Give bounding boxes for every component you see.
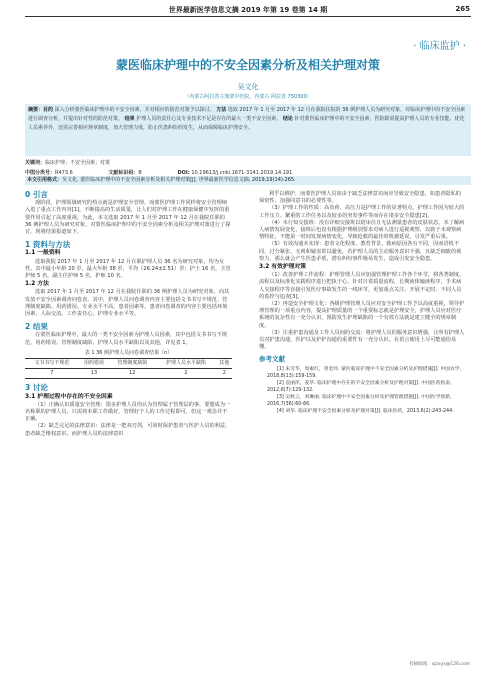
paragraph: 选取 2017 年 1 月至 2017 年 12 月在我院任职的 36 例护理人员为研究对象，向其发放不安全因素调查问卷表，其中，护理人员问卷调查内容主要包括文书书写不规范、管理制度缺陷、用药错误、专业水平不高、患者因素等。患者问卷调查的内容主要包括环境因素、人际交流、工作责任心、护理专业水平等。: [25, 289, 230, 318]
clc-field: 中图分类号：R473.6: [25, 170, 73, 176]
table-row: [25, 369, 232, 379]
result-label: 结果: [124, 116, 135, 122]
paragraph: 利乎以维护，而蒙医护理人员如由于缺乏法律意识而应导致安全隐患，如患者隐私的保密性、加强同意书的必要性等。: [259, 191, 461, 205]
conclusion-label: 结论: [282, 116, 293, 122]
reference-item: [1] 朱雪华，周素红，曾金玲. 蒙医临床护理中不安全因素分析及护理措施[J]. 中国农学，2018,8(13):159-159.: [267, 366, 465, 379]
left-column: [25, 191, 232, 438]
keywords-label: 关键词：: [25, 160, 46, 166]
table-cell: 13: [90, 370, 98, 377]
table-cell: 7: [50, 370, 54, 377]
citation-line: [25, 176, 471, 185]
paragraph: （2）再造安全护理文化：各级护理管理人员应对安全护理工作予以高度重视，领导护理管理的一项重点内容，提高护理质量的一个重要标志就是护理安全，护理人员应对医疗系统的复杂性有一充分认识，预防发生护理缺陷的一个有效方法就是建立健全的规章制度。: [259, 301, 465, 329]
paragraph: （2）缺乏完足的法律意识：法律是一把双刃剑，可同时保护患者与医护人员的利益，患者缺乏维权意识，而护理人员的法律意识: [25, 423, 231, 437]
results-table: [25, 358, 232, 379]
paragraph: 现阶段，护理领域研究的热点就是护理安全管理，而蒙医护理工作同样将安全管理纳入进了重点工作内容[1]。不断提高的生活质量，让人们对护理工作在健康保健中发挥的重要作用引起了高度重视。为此，本文选取 2017 年 1 月至 2017 年 12 月在我院任职的 36 例护理人员为研究对象，对蒙医临床护理中的不安全因素分析及相关护理对策进行了探讨，现将结果报道如下。: [25, 200, 231, 236]
table-header-cell: 文书书写不规范: [34, 360, 70, 367]
page-number: 265: [455, 5, 470, 13]
keywords-text: 临床护理；不安全因素；对策: [45, 160, 111, 166]
conclusion-text: 针对蒙医临床护理中的不安全因素，医院除需提高护理人员的专业技能、优化人员素养外，还需完善相应规章制度，加大管理力度，防止医患纠纷的发生，从而保障临床护理安全。: [28, 116, 465, 131]
article-affiliation: （内蒙古阿拉善左旗蒙中医院，内蒙古 阿拉善 750300）: [184, 94, 312, 100]
keywords-line: [25, 159, 110, 166]
section-2-heading: 2 结果: [25, 322, 48, 332]
table-title: 表 1 36 例护理人员问卷调查结果（n）: [84, 349, 173, 356]
paragraph: 选取我院 2017 年 1 月至 2017 年 12 月在职护理人员 36 名为研究对象，均为女性。其中最小年龄 20 岁，最大年龄 38 岁，平均（26.24±2.51）岁；护士 16 名，主管护师 5 名，副主任护师 5 名，护师 10 名。: [25, 258, 231, 280]
subsection-1-2-heading: 1.2 方法: [25, 281, 49, 288]
section-tag: · 临床监护 ·: [413, 41, 466, 52]
header-rule: [25, 16, 471, 17]
paragraph: （1）正确认识质量安全管理：很多护理人员均认为管理属于管理层的事，要想成为一名称职的护理人员，只需将本职工作做好，管理好个人的工作过程即可，但这一观念并不正确。: [25, 401, 231, 423]
section-0-heading: 0 引言: [25, 190, 48, 199]
journal-header: 世界最新医学信息文摘 2019 年第 19 卷第 14 期: [168, 6, 328, 14]
doi-field[interactable]: DOI: 10.19613/j.cnki.1671-3141.2019.14.191: [177, 170, 293, 176]
citation-label: 本文引用格式：: [27, 177, 63, 183]
abstract-label: 摘要：: [28, 107, 44, 113]
doc-field: 文献标识码：B: [108, 170, 142, 176]
section-1-heading: 1 资料与方法: [25, 240, 71, 250]
table-header-cell: 护理人员水平缺陷: [165, 360, 206, 367]
table-cell: 12: [129, 370, 136, 377]
objective-label: 目的: [43, 107, 54, 113]
paragraph: （1）改善护理工作流程：护理管理人员应加强管理护理工作各个环节，将各类制度、流程以及标准化实践程序进行把执于心，针对日常质量流程，长期液体输液程序，手术病人交接程序等直接引发医疗事故发生的一线环节，更加重点关注，开展不定时、不同人员的监控与追查[3]。: [259, 272, 465, 300]
reference-item: [2] 袁丽萍，姜华. 临床护理中存在的不安全因素分析及护理对策[J]. 中国医药指南，2012,6(7):129-132.: [267, 380, 455, 393]
meta-line: [25, 169, 471, 176]
section-3-heading: 3 讨论: [25, 383, 48, 393]
reference-item: [4] 刘华. 临床护理不安全因素分析及护理对策[J]. 临床医药，2013,6(2):243-244.: [277, 408, 454, 414]
subsection-3-1-heading: 3.1 护理过程中存在的不安全因素: [25, 393, 113, 400]
paragraph: 在蒙医临床护理中，最大的一类不安全因素为护理人员因素，其中包括文书书写不规范、用药错误、管理制度缺陷、护理人员水平缺陷以及其他，详见表 1。: [25, 332, 227, 346]
table-cell: 2: [222, 370, 226, 377]
abstract-box: [25, 104, 471, 156]
table-cell: 2: [184, 370, 188, 377]
paragraph: （3）注重护患沟通及工作人员间的交流：将护理人员的服务意识增强，让所有护理人员对护患沟通、医护以及护护沟通的重要性有一充分认识。在语言使用上尽可能通俗易懂。: [259, 329, 465, 351]
footer-email: 投稿邮箱：sjzxyx@126.com: [409, 662, 470, 667]
result-text: 护理人员的责任心及专业技术不足是存在的最大一类不安全因素。: [136, 116, 282, 122]
reference-item: [3] 吴秋云，刘琳丽. 临床护理中不安全因素分析及护理管理措施[J]. 中国医学创新，2016,7(36):60-66.: [267, 394, 455, 407]
table-header-row: [25, 359, 232, 369]
subsection-3-2-heading: 3.2 有效护理对策: [259, 264, 307, 271]
article-author: 吴文化: [237, 83, 259, 91]
objective-text: 深入分析蒙医临床护理中的不安全因素，并对相应的防范对策予以探讨。: [54, 107, 215, 113]
citation-text: 吴文化. 蒙医临床护理中的不安全因素分析及相关护理对策[J]. 世界最新医学信息文摘, 2019,19(14):265.: [62, 177, 296, 183]
table-header-cell: 其他: [219, 360, 230, 367]
table-header-cell: 用药错误: [83, 360, 104, 367]
table-header-cell: 管理制度缺陷: [117, 360, 148, 367]
subsection-1-1-heading: 1.1 一般资料: [25, 250, 61, 257]
paragraph: （5）有效沟通未实现：患者文化程度、教育背景、致病原因各有不同，因而语机不同，过分紧张、无视和疑虑常以避免，若护理人员的主动服务意识不强，且缺乏细致的观察力，那么就会产生医患矛盾，潜在纠纷事件极易发生，造成引发安全隐患。: [259, 241, 462, 262]
right-column: [259, 191, 466, 415]
method-label: 方法: [216, 107, 227, 113]
references-heading: 参考文献: [259, 355, 285, 364]
paragraph: （4）未行知交接班：没有详细交接班以陪床住且无法测量患者的皮肤状态，未了解病人病情发展变化，接班后也没有根据护理级别要求对病人进行巡视观察，以致于未观察病情特征，不能第一时间发现病情变化，导致抢救的最佳时机被延误，引发严重后果。: [259, 219, 465, 241]
article-title: 蒙医临床护理中的不安全因素分析及相关护理对策: [115, 58, 380, 72]
paragraph: （3）护理工作的性质：高负荷、高压力是护理工作的显著特点，护理工作因为较大的工作压力、繁重的工作任务以及较多的突发事件等而存在诸多安全隐患[2]。: [259, 205, 465, 219]
method-text: 选取 2017 年 1 月至 2017 年 12 月在我院住院的 36 例护理人员为研究对象，对临床护理中的不安全因素进行调查分析，并提出针对性的防范对策。: [28, 107, 466, 122]
